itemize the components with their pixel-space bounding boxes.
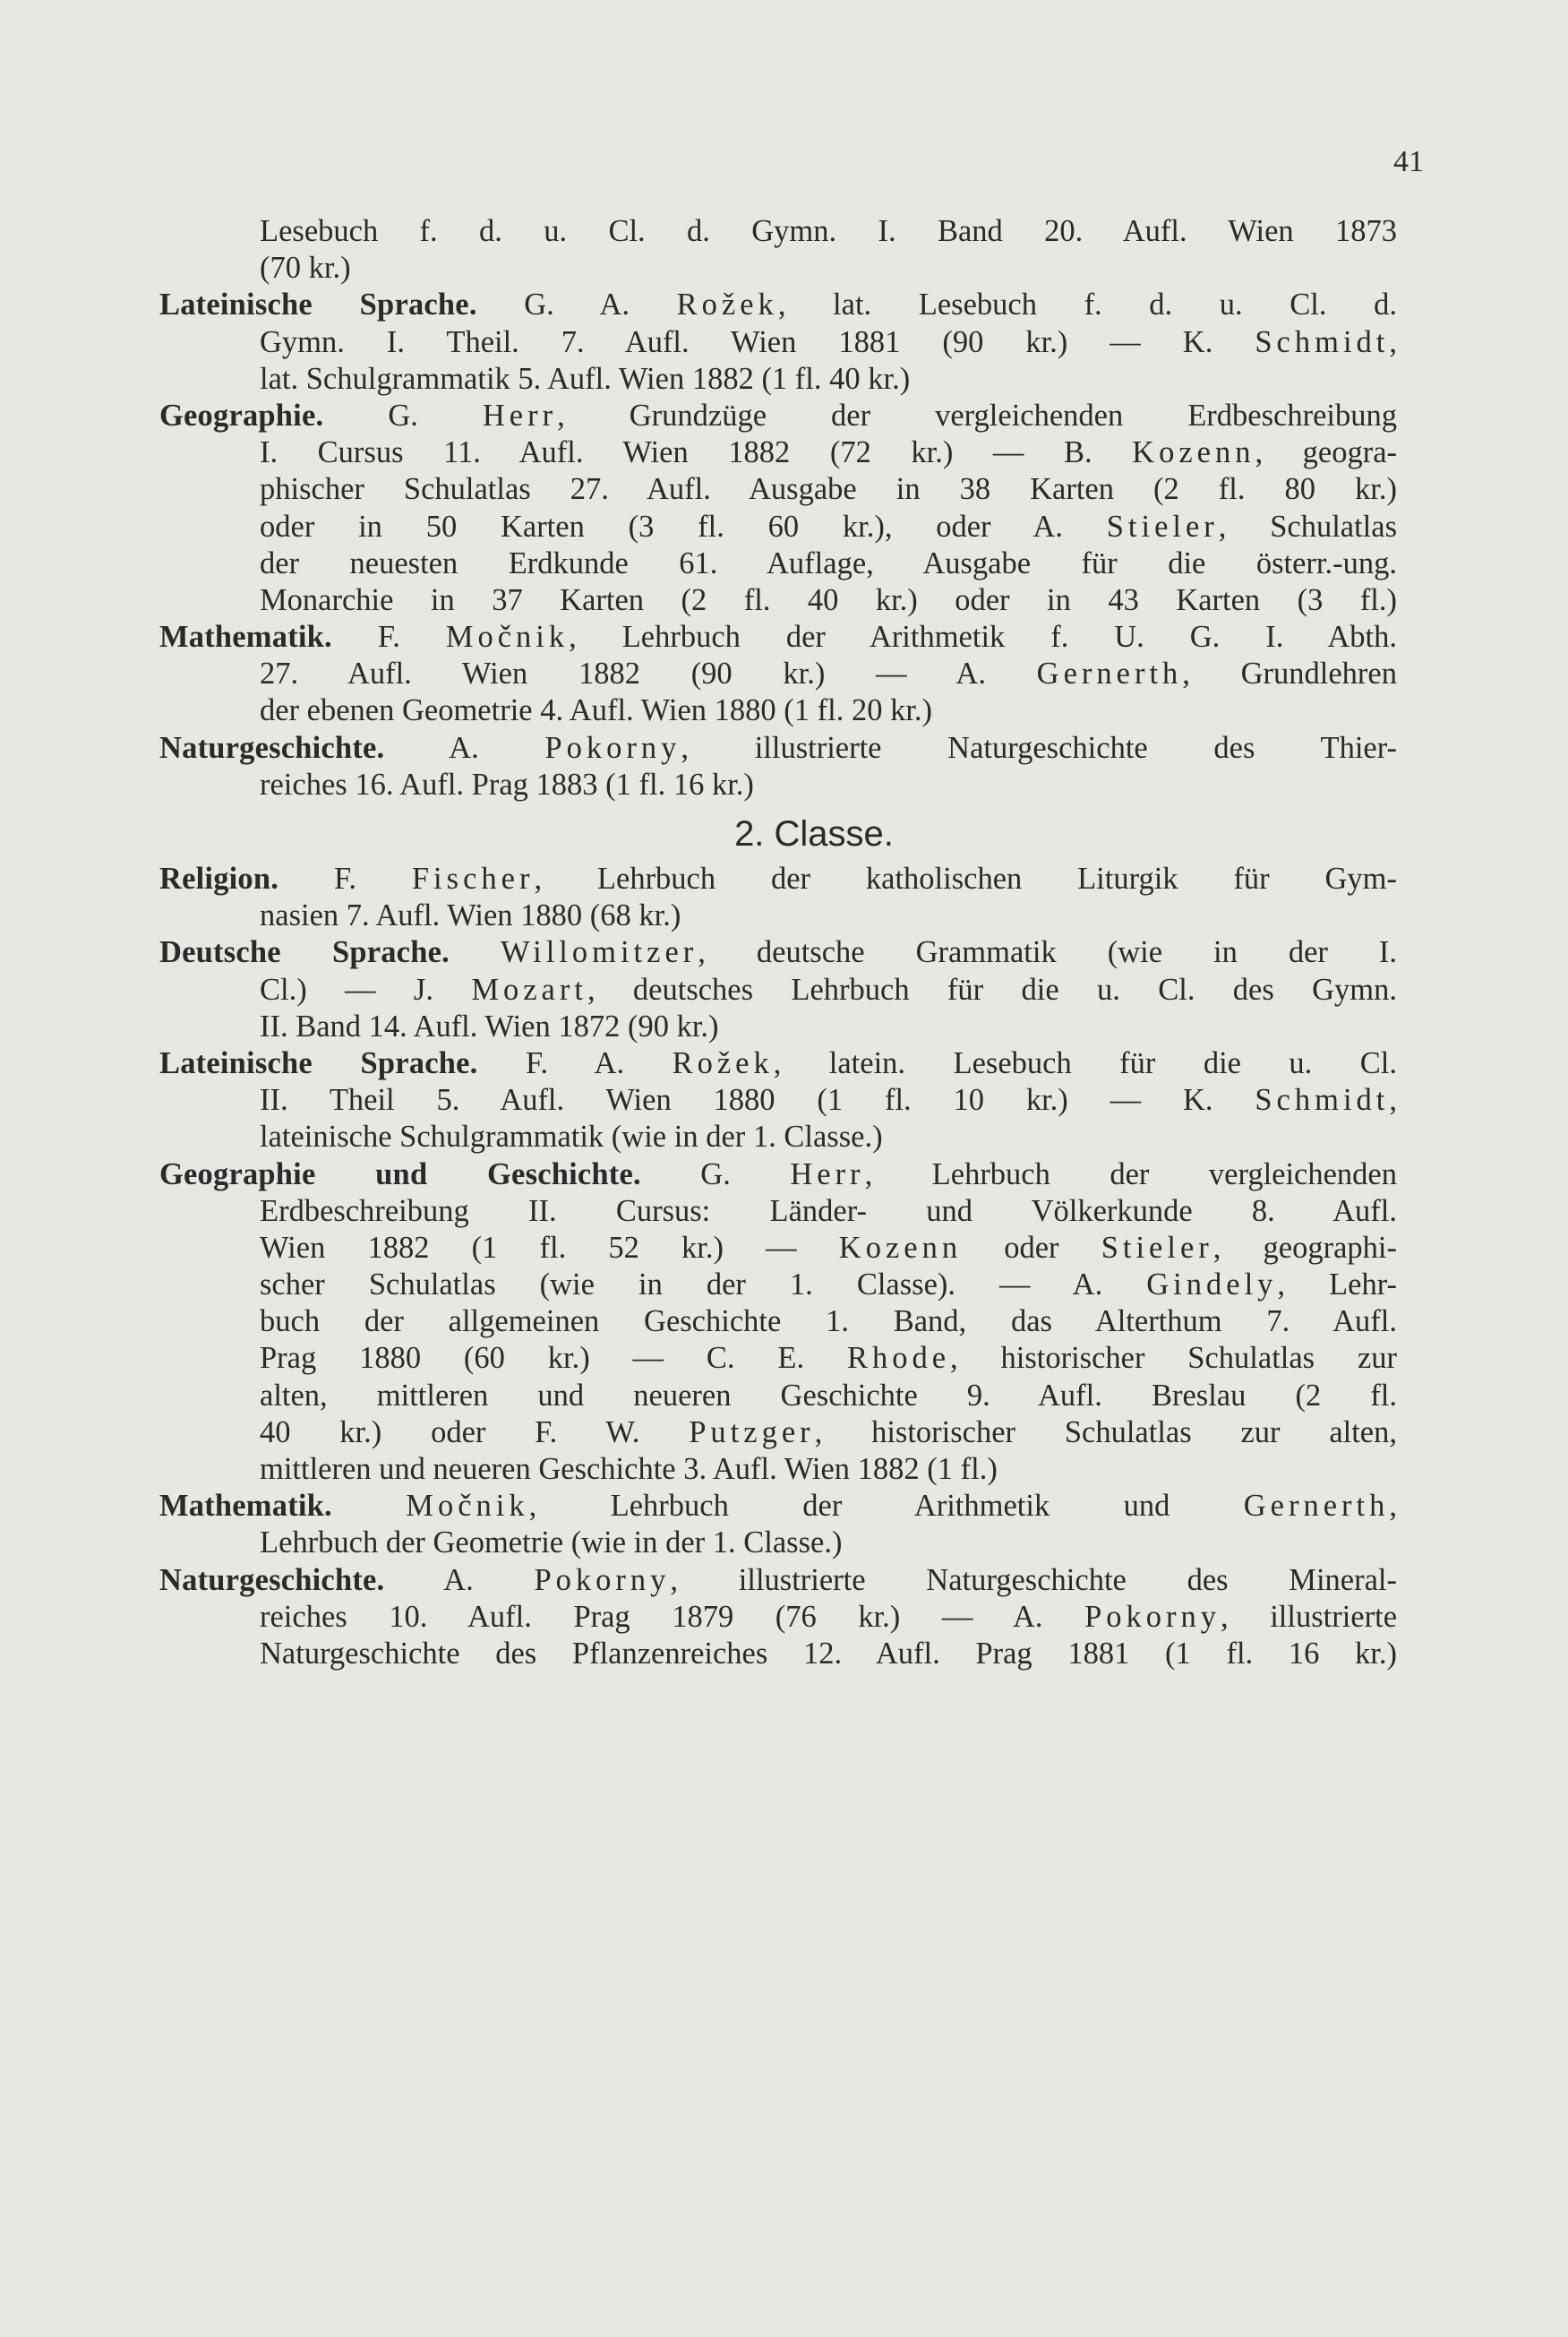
author-name: Herr [790,1156,865,1191]
text-run: II. Theil 5. Aufl. Wien 1880 (1 fl. 10 kr.) — K. [260,1083,1255,1118]
text-line [159,1009,1397,1045]
text-line [159,692,1397,729]
text-run: , Grundlehren [1182,657,1397,692]
text-line [159,1378,1397,1414]
text-run: , [1389,1083,1397,1118]
text-line [159,767,1397,803]
text-run: , deutsche Grammatik (wie in der I. [698,935,1398,970]
text-line [159,1082,1397,1119]
text-run: scher Schulatlas (wie in der 1. Classe). — A. [260,1267,1147,1302]
author-name: Herr [482,398,558,433]
text-run: Gymn. I. Theil. 7. Aufl. Wien 1881 (90 kr.) — K. [260,324,1255,359]
text-run: , historischer Schulatlas zur alten, [814,1414,1397,1449]
author-name: Močnik [406,1489,529,1524]
text-line [159,1193,1397,1230]
author-name: Fischer [411,862,535,896]
author-name: Gernerth [1036,657,1183,692]
text-run: der neuesten Erdkunde 61. Auflage, Ausgabe für die österr.-ung. [260,546,1397,580]
text-line [159,1562,1397,1599]
text-line [159,361,1397,398]
text-line [159,1599,1397,1636]
author-name: Rhode [846,1341,951,1376]
author-name: Mozart [471,972,587,1007]
text-run: F. A. [477,1045,673,1080]
text-line [159,509,1397,546]
text-run: , Lehrbuch der katholischen Liturgik für Gym- [534,862,1397,896]
subject-heading: Religion. [159,862,279,896]
text-run: , Lehr- [1277,1267,1397,1302]
author-name: Willomitzer [500,935,698,970]
text-run: Monarchie in 37 Karten (2 fl. 40 kr.) oder in 43 Karten (3 fl.) [260,582,1397,617]
text-run: , Lehrbuch der vergleichenden [864,1156,1397,1191]
text-line [159,898,1397,934]
text-run: Lehrbuch der Geometrie (wie in der 1. Classe.) [260,1525,843,1560]
text-run [450,935,501,969]
author-name: Putzger [689,1414,815,1449]
text-line [159,1045,1397,1082]
text-line [159,324,1397,361]
text-line [159,546,1397,582]
text-run: , Schulatlas [1218,509,1398,544]
text-line [159,730,1397,767]
author-name: Pokorny [544,730,681,765]
text-line [159,1156,1397,1193]
subject-heading: Lateinische Sprache. [159,288,477,322]
text-run: G. A. [476,288,677,322]
book-list-class-2 [159,861,1397,1672]
text-run: I. Cursus 11. Aufl. Wien 1882 (72 kr.) — B. [260,435,1133,470]
text-line [159,287,1397,323]
text-run: , deutsches Lehrbuch für die u. Cl. des Gymn. [587,972,1398,1007]
text-run: , historischer Schulatlas zur [950,1341,1397,1376]
author-name: Rožek [672,1045,774,1080]
text-run: , illustrierte Naturgeschichte des Mineral- [670,1562,1397,1597]
text-run: alten, mittleren und neueren Geschichte 9. Aufl. Breslau (2 fl. [260,1378,1397,1413]
text-line [159,582,1397,619]
text-run: F. [278,862,412,896]
text-run: oder [962,1230,1101,1265]
text-line [159,934,1397,971]
text-run: , geogra- [1255,435,1397,470]
author-name: Kozenn [1132,435,1255,470]
author-name: Schmidt [1255,1083,1390,1118]
text-run: Erdbeschreibung II. Cursus: Länder- und Völkerkunde 8. Aufl. [260,1193,1397,1228]
text-run: phischer Schulatlas 27. Aufl. Ausgabe in 38 Karten (2 fl. 80 kr.) [260,472,1397,507]
text-line [159,1525,1397,1561]
text-run: , lat. Lesebuch f. d. u. Cl. d. [777,288,1397,322]
text-run: , Grundzüge der vergleichenden Erdbeschreibung [557,398,1397,433]
subject-heading: Naturgeschichte. [159,1562,385,1597]
text-run: , Lehrbuch der Arithmetik f. U. G. I. Abth. [569,620,1397,655]
text-line [159,1303,1397,1340]
author-name: Gernerth [1243,1489,1390,1524]
text-line [159,250,1397,287]
subject-heading: Lateinische Sprache. [159,1045,478,1080]
text-line [159,1230,1397,1267]
text-run [332,1489,406,1523]
author-name: Kozenn [838,1230,963,1265]
text-run: II. Band 14. Aufl. Wien 1872 (90 kr.) [260,1009,719,1044]
text-run: , latein. Lesebuch für die u. Cl. [773,1045,1397,1080]
author-name: Rožek [676,288,778,322]
subject-heading: Naturgeschichte. [159,730,385,765]
text-run: 27. Aufl. Wien 1882 (90 kr.) — A. [260,657,1037,692]
text-line [159,398,1397,434]
text-run: A. [384,1562,535,1597]
text-run: F. [331,620,446,655]
author-name: Stieler [1101,1230,1213,1265]
text-line [159,471,1397,508]
text-run: , [1389,324,1397,359]
subject-heading: Mathematik. [159,620,332,655]
text-line [159,972,1397,1009]
subject-heading: Deutsche Sprache. [159,935,450,970]
text-line [159,619,1397,656]
book-list-class-1-continued [159,213,1397,803]
text-line [159,1340,1397,1377]
text-run: nasien 7. Aufl. Wien 1880 (68 kr.) [260,898,681,933]
text-line [159,656,1397,692]
text-run: Wien 1882 (1 fl. 52 kr.) — [260,1230,839,1265]
text-line [159,1488,1397,1525]
author-name: Schmidt [1255,324,1390,359]
text-run: mittleren und neueren Geschichte 3. Aufl. Wien 1882 (1 fl.) [260,1452,998,1486]
text-run: reiches 16. Aufl. Prag 1883 (1 fl. 16 kr.) [260,767,754,802]
text-run: G. [640,1156,791,1191]
text-line [159,1636,1397,1672]
text-run: lat. Schulgrammatik 5. Aufl. Wien 1882 (1 fl. 40 kr.) [260,361,911,396]
text-run: oder in 50 Karten (3 fl. 60 kr.), oder A. [260,509,1107,544]
text-line [159,213,1397,250]
text-run: (70 kr.) [260,251,351,286]
text-run: , illustrierte Naturgeschichte des Thier- [681,730,1397,765]
page-number: 41 [1393,145,1424,178]
text-run: lateinische Schulgrammatik (wie in der 1. Classe.) [260,1120,883,1155]
text-run: reiches 10. Aufl. Prag 1879 (76 kr.) — A. [260,1599,1085,1634]
text-line [159,1451,1397,1488]
text-line [159,434,1397,471]
text-line [159,861,1397,898]
text-run: A. [384,730,545,765]
text-run: Lesebuch f. d. u. Cl. d. Gymn. I. Band 20. Aufl. Wien 1873 [260,214,1397,248]
text-run: , Lehrbuch der Arithmetik und [528,1489,1244,1524]
author-name: Stieler [1106,509,1219,544]
text-run: der ebenen Geometrie 4. Aufl. Wien 1880 (1 fl. 20 kr.) [260,693,933,728]
text-run: 40 kr.) oder F. W. [260,1414,690,1449]
text-line [159,1414,1397,1451]
text-run: , [1389,1489,1397,1524]
text-run: , illustrierte [1221,1599,1398,1634]
author-name: Pokorny [1084,1599,1221,1634]
section-title: 2. Classe. [734,814,894,854]
text-run: Naturgeschichte des Pflanzenreiches 12. Aufl. Prag 1881 (1 fl. 16 kr.) [260,1636,1397,1671]
subject-heading: Mathematik. [159,1489,332,1524]
text-line [159,1119,1397,1156]
text-run: , geographi- [1212,1230,1397,1265]
author-name: Močnik [445,620,570,655]
text-line [159,1267,1397,1303]
author-name: Gindely [1146,1267,1278,1302]
text-run: buch der allgemeinen Geschichte 1. Band, das Alterthum 7. Aufl. [260,1304,1397,1339]
text-run: Prag 1880 (60 kr.) — C. E. [260,1341,847,1376]
author-name: Pokorny [534,1562,671,1597]
text-run: G. [323,398,483,433]
subject-heading: Geographie. [159,398,324,433]
subject-heading: Geographie und Geschichte. [159,1156,641,1191]
page-content [159,213,1397,1672]
text-run: Cl.) — J. [260,972,472,1007]
